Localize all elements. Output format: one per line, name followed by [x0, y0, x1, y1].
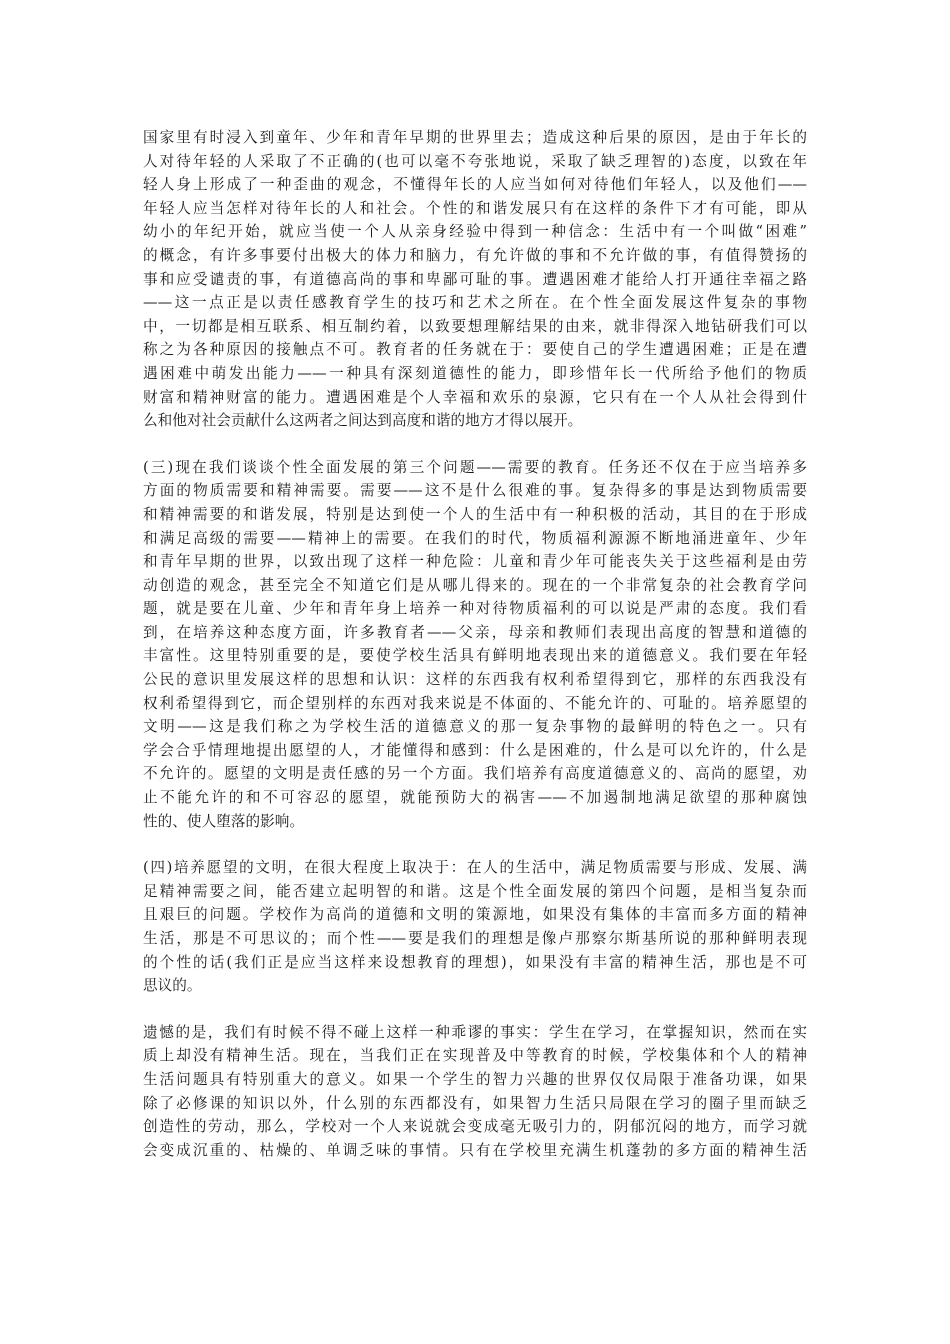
paragraph-3 — [143, 856, 807, 998]
text-line: 生活问题具有特别重大的意义。如果一个学生的智力兴趣的世界仅仅局限于准备功课，如果 — [143, 1070, 807, 1088]
text-line: 幼小的年纪开始，就应当使一个人从亲身经验中得到一种信念：生活中有一个叫做“困难” — [143, 223, 807, 241]
text-line: 到，在培养这种态度方面，许多教育者——父亲，母亲和教师们表现出高度的智慧和道德的 — [143, 623, 807, 641]
text-line: 生活，那是不可思议的；而个性——要是我们的理想是像卢那察尔斯基所说的那种鲜明表现 — [143, 930, 807, 947]
text-line: 财富和精神财富的能力。遭遇困难是个人幸福和欢乐的泉源，它只有在一个人从社会得到什 — [143, 388, 807, 406]
text-line: 创造性的劳动，那么，学校对一个人来说就会变成毫无吸引力的，阴郁沉闷的地方，而学习就 — [143, 1118, 807, 1136]
text-line: 足精神需要之间，能否建立起明智的和谐。这是个性全面发展的第四个问题，是相当复杂而 — [143, 882, 807, 900]
text-line: 学会合乎情理地提出愿望的人，才能懂得和感到：什么是困难的，什么是可以允许的，什么是 — [143, 741, 807, 759]
text-line: 文明——这是我们称之为学校生活的道德意义的那一复杂事物的最鲜明的特色之一。只有 — [143, 718, 807, 736]
text-line: 的概念，有许多事要付出极大的体力和脑力，有允许做的事和不允许做的事，有值得赞扬的 — [143, 246, 807, 264]
text-line: 会变成沉重的、枯燥的、单调乏味的事情。只有在学校里充满生机蓬勃的多方面的精神生活 — [143, 1141, 807, 1159]
text-line: 和青年早期的世界，以致出现了这样一种危险：儿童和青少年可能丧失关于这些福利是由劳 — [143, 553, 807, 571]
text-line: 轻人身上形成了一种歪曲的观念，不懂得年长的人应当如何对待他们年轻人，以及他们—— — [143, 176, 807, 194]
text-line: ——这一点正是以责任感教育学生的技巧和艺术之所在。在个性全面发展这件复杂的事物 — [143, 294, 807, 312]
text-line: 遇困难中萌发出能力——一种具有深刻道德性的能力，即珍惜年长一代所给予他们的物质 — [143, 364, 807, 382]
text-line: 公民的意识里发展这样的思想和认识：这样的东西我有权利希望得到它，那样的东西我没有 — [143, 671, 807, 689]
text-line: 年轻人应当怎样对待年长的人和社会。个性的和谐发展只有在这样的条件下才有可能，即从 — [143, 199, 807, 217]
text-line: 中，一切都是相互联系、相互制约着，以致要想理解结果的由来，就非得深入地钻研我们可以 — [143, 317, 807, 335]
text-line: 且艰巨的问题。学校作为高尚的道德和文明的策源地，如果没有集体的丰富而多方面的精神 — [143, 906, 807, 924]
text-line: 质上却没有精神生活。现在，当我们正在实现普及中等教育的时候，学校集体和个人的精神 — [143, 1047, 807, 1065]
text-line: 除了必修课的知识以外，什么别的东西都没有，如果智力生活只局限在学习的圈子里而缺乏 — [143, 1094, 807, 1112]
paragraph-2 — [143, 456, 807, 834]
text-line: 和精神需要的和谐发展，特别是达到使一个人的生活中有一种积极的活动，其目的在于形成 — [143, 505, 807, 523]
text-line: 动创造的观念，甚至完全不知道它们是从哪儿得来的。现在的一个非常复杂的社会教育学问 — [143, 576, 807, 594]
paragraph-4 — [143, 1021, 807, 1163]
text-line: (四)培养愿望的文明，在很大程度上取决于：在人的生活中，满足物质需要与形成、发展、满 — [143, 859, 807, 877]
text-line: 遗憾的是，我们有时候不得不碰上这样一种乖谬的事实：学生在学习，在掌握知识，然而在实 — [143, 1023, 807, 1041]
text-line: 止不能允许的和不可容忍的愿望，就能预防大的祸害——不加遏制地满足欲望的那种腐蚀 — [143, 789, 807, 807]
text-line: 权利希望得到它，而企望别样的东西对我来说是不体面的、不能允许的、可耻的。培养愿望的 — [143, 694, 807, 712]
paragraph-1 — [143, 126, 807, 433]
text-line: 不允许的。愿望的文明是责任感的另一个方面。我们培养有高度道德意义的、高尚的愿望，劝 — [143, 765, 807, 783]
text-line: 丰富性。这里特别重要的是，要使学校生活具有鲜明地表现出来的道德意义。我们要在年轻 — [143, 647, 807, 665]
text-line: 事和应受谴责的事，有道德高尚的事和卑鄙可耻的事。遭遇困难才能给人打开通往幸福之路 — [143, 270, 807, 288]
text-line: 人对待年轻的人采取了不正确的(也可以毫不夸张地说，采取了缺乏理智的)态度，以致在年 — [143, 152, 807, 170]
text-line: 称之为各种原因的接触点不可。教育者的任务就在于：要使自己的学生遭遇困难；正是在遭 — [143, 341, 807, 359]
text-line: 题，就是要在儿童、少年和青年身上培养一种对待物质福利的可以说是严肃的态度。我们看 — [143, 600, 807, 618]
text-line: 么和他对社会贡献什么这两者之间达到高度和谐的地方才得以展开。 — [143, 412, 583, 430]
text-line: 性的、使人堕落的影响。 — [143, 812, 305, 830]
text-line: 方面的物质需要和精神需要。需要——这不是什么很难的事。复杂得多的事是达到物质需要 — [143, 482, 807, 500]
text-line: 国家里有时浸入到童年、少年和青年早期的世界里去；造成这种后果的原因，是由于年长的 — [143, 129, 807, 146]
document-page — [143, 126, 807, 1185]
text-line: (三)现在我们谈谈个性全面发展的第三个问题——需要的教育。任务还不仅在于应当培养多 — [143, 458, 807, 476]
text-line: 和满足高级的需要——精神上的需要。在我们的时代，物质福利源源不断地涌进童年、少年 — [143, 529, 807, 547]
text-line: 思议的。 — [143, 977, 202, 995]
text-line: 的个性的话(我们正是应当这样来设想教育的理想)，如果没有丰富的精神生活，那也是不可 — [143, 953, 807, 971]
